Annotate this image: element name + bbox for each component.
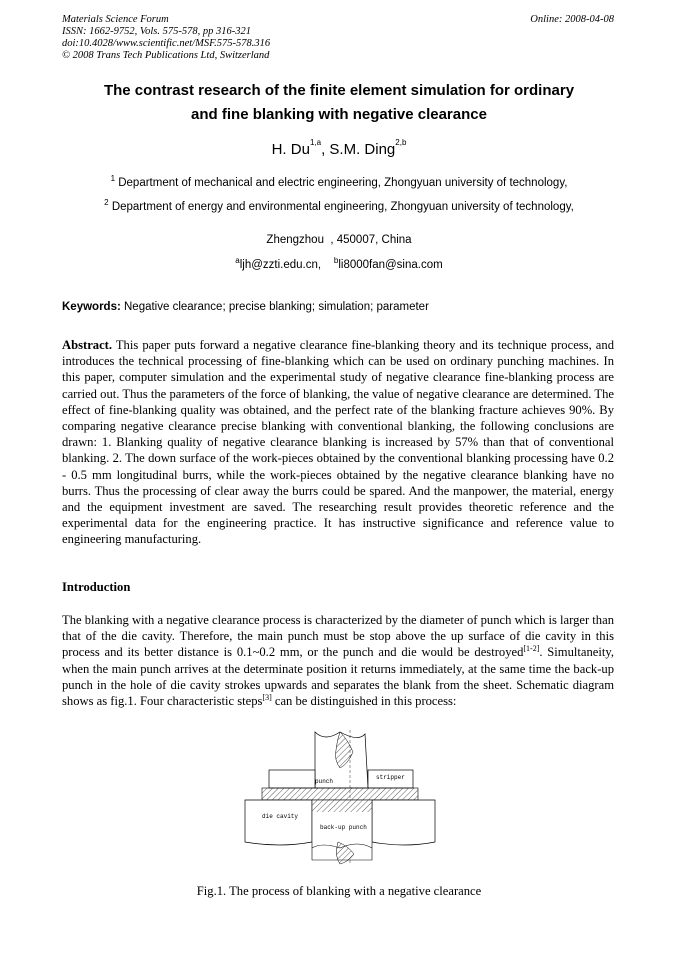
affiliation-city: Zhengzhou , 450007, China [266,234,412,246]
author-1-affil: 1,a [309,138,322,147]
author-2-affil: 2,b [395,138,407,147]
author-2: S.M. Ding [329,141,396,158]
online-date: Online: 2008-04-08 [530,14,614,25]
affiliation-2 [0,198,678,213]
affiliation-1-num: 1 [110,174,116,183]
journal-copyright: © 2008 Trans Tech Publications Ltd, Switzerland [62,50,270,61]
figure-caption: Fig.1. The process of blanking with a negative clearance [196,884,482,898]
stripper-label: stripper [376,774,405,781]
email-b-sup: b [333,256,339,265]
keywords [62,301,429,313]
paper-title-line-2: and fine blanking with negative clearance [191,106,487,123]
journal-issn: ISSN: 1662-9752, Vols. 575-578, pp 316-321 [62,26,251,37]
keywords-label: Keywords: [62,301,121,313]
intro-text-2: . Simultaneity, when the main punch arrives at the determinate position it returns immediately, at the same time the back-up punch in the hole of die cavity strokes upwards and separates the blank from the sheet. Schematic diagram shows as fig.1. Four characteristic steps [62,645,614,709]
backup-punch-label: back-up punch [320,824,367,831]
journal-name: Materials Science Forum [62,14,169,25]
author-separator: , [321,141,330,158]
introduction-paragraph [62,612,614,709]
paper-title-line-1: The contrast research of the finite element simulation for ordinary [103,82,575,99]
affiliation-2-text: Department of energy and environmental engineering, Zhongyuan university of technology, [108,201,574,213]
author-emails [0,256,678,271]
email-a-sup: a [235,256,240,265]
abstract-label: Abstract. [62,338,113,352]
author-list [0,138,678,158]
citation-3: [3] [262,693,272,703]
affiliation-2-num: 2 [104,198,109,207]
die-right [372,800,435,845]
die-left [245,800,312,845]
blanking-schematic-figure [240,730,440,865]
citation-1-2: [1-2] [523,644,540,654]
author-1: H. Du [271,141,310,158]
sheet-blank [262,788,418,800]
journal-header [62,14,270,62]
abstract-text: This paper puts forward a negative clearance fine-blanking theory and its technique process, and introduces the technical processing of fine-blanking which can be used on ordinary punching machines. In this paper, computer simulation and the experimental study of negative clearance fine-blanking process are carried out. Thus the parameters of the force of blanking, the value of negative clearance are determined. The effect of fine-blanking quality was obtained, and the perfect rate of the blanking fracture achieves 90%. By comparing negative clearance precise blanking with conventional blanking, the following conclusions are drawn: 1. Blanking quality of negative clearance blanking is increased by 57% than that of conventional blanking. 2. The down surface of the work-pieces obtained by the conventional blanking processing have 0.2 - 0.5 mm longitudinal burrs, while the work-pieces obtained by the negative clearance blanking have no burrs. Thus the processing of clear away the burrs could be spared. And the manpower, the material, energy and the equipment investment are saved. The researching result provides theoretic reference and the experimental data for the engineering practice. It has instructive significance and reference value to engineering manufacturing. [62,338,614,547]
affiliation-1-text: Department of mechanical and electric engineering, Zhongyuan university of technology, [115,177,568,189]
backup-punch-hatch [312,800,372,812]
introduction-heading: Introduction [62,580,131,594]
intro-text-1: The blanking with a negative clearance process is characterized by the diameter of punch which is larger than that of the die cavity. Therefore, the main punch must be stop above the up surface of die cavity in this process and its better distance is 0.1~0.2 mm, or the punch and die would be destroyed [62,613,614,660]
affiliation-1 [0,174,678,189]
stripper-left [269,770,315,788]
intro-text-3: can be distinguished in this process: [271,694,457,709]
abstract [62,337,614,548]
email-b: li8000fan@sina.com [338,259,443,271]
keywords-text: Negative clearance; precise blanking; simulation; parameter [120,301,429,313]
die-cavity-label: die cavity [262,813,299,820]
journal-doi: doi:10.4028/www.scientific.net/MSF.575-578.316 [62,38,271,49]
email-a: ljh@zzti.edu.cn, [239,259,322,271]
punch-label: punch [315,778,334,785]
